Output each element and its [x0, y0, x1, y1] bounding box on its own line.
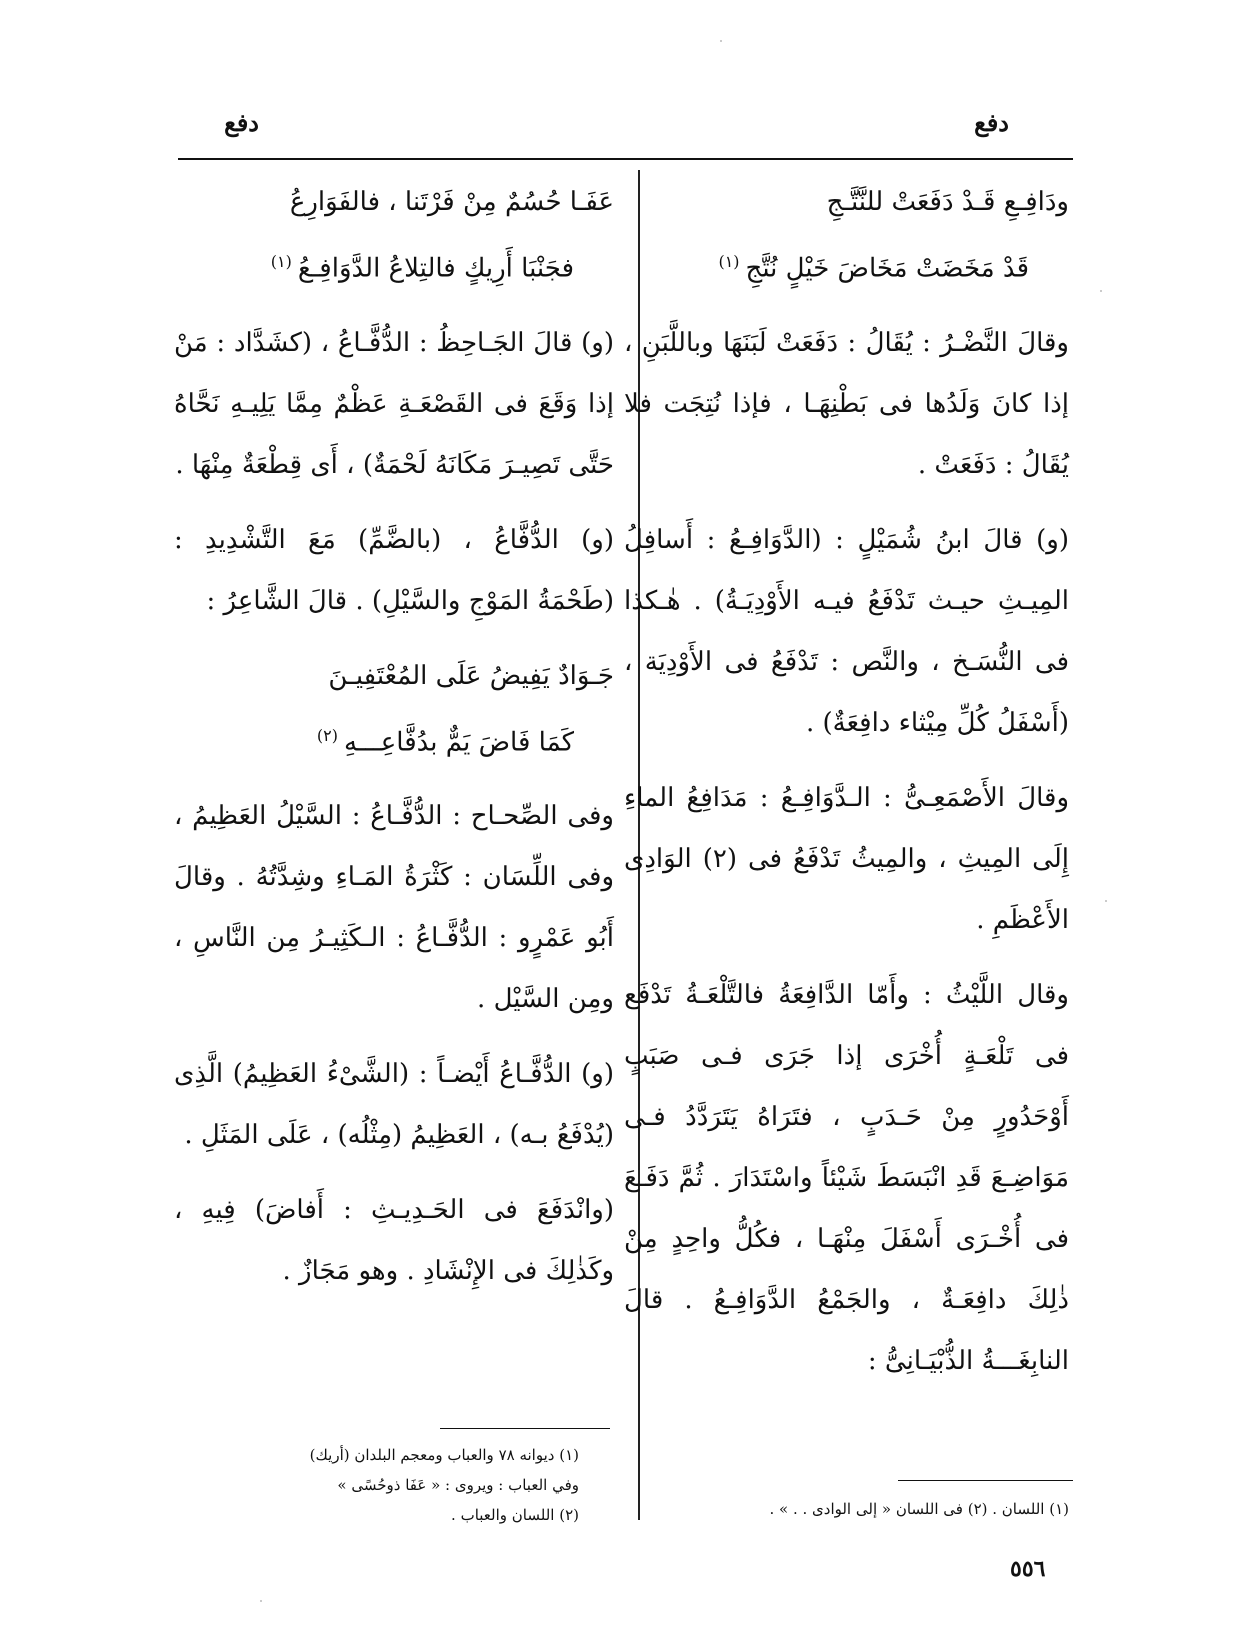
running-header-left: دفع — [224, 108, 259, 137]
verse-line: ودَافِـعِ قَـدْ دَفَعَتْ للنَّتَّـجِ — [826, 187, 1069, 217]
paragraph: (وانْدَفَعَ فى الحَـدِيـثِ : أَفاضَ) فِيهِ ، وكَذٰلِكَ فى الإِنْشَادِ . وهو مَجَازٌ . — [174, 1195, 614, 1287]
left-column — [174, 172, 614, 1316]
footnote-marker: (١) — [270, 252, 292, 271]
verse-line: جَـوَادٌ يَفِيضُ عَلَى المُعْتَفِيـنَ — [328, 660, 614, 691]
paragraph: وقال اللَّيْثُ : وأَمّا الدَّافِعَةُ فالتَّلْعَـةُ تَدْفَع فى تَلْعَـةٍ أُخْرَى إذا جَرَى فـى صَبَبٍ أَوْحَدُورٍ مِنْ حَـدَبٍ ، فتَرَاهُ يَتَرَدَّدُ فـى مَوَاضِـعَ قَدِ انْبَسَطَ شَيْئاً واسْتَدَارَ . ثُمَّ دَفَـعَ فى أُخْـرَى أَسْفَلَ مِنْهَـا ، فكُلُّ واحِدٍ مِنْ ذٰلِكَ دافِعَـةٌ ، والجَمْعُ الدَّوَافِـعُ . قالَ النابِغَـــةُ الذُّبْيَـانِىُّ : — [624, 979, 1069, 1376]
scan-speck — [1100, 290, 1102, 292]
verse-line — [624, 232, 1069, 299]
verse-block — [174, 646, 614, 773]
footnote-rule-left — [440, 1428, 610, 1429]
scan-speck — [720, 40, 722, 42]
footnote-line: (١) اللسان . (٢) فى اللسان « إلى الوادى . . » . — [769, 1500, 1069, 1518]
verse-text: قَدْ مَخَضَتْ مَخَاضَ خَيْلٍ نُتَّجِ — [745, 253, 1029, 284]
paragraph: (و) الدُّفَّاعُ ، (بالضَّمِّ) مَعَ التَّشْدِيدِ : (طَحْمَةُ المَوْجِ والسَّيْلِ) . قالَ الشَّاعِرُ : — [174, 524, 614, 616]
footnote-line: وفي العباب : ويروى : « عَفَا ذوحُسًى » — [337, 1476, 579, 1494]
verse-line — [174, 706, 614, 773]
paragraph: وقالَ الأَصْمَعِـىُّ : الـدَّوَافِـعُ : مَدَافِعُ الماءِ إِلَى المِيثِ ، والمِيثُ تَدْفَعُ فى (٢) الوَادِى الأَعْظَمِ . — [624, 782, 1069, 935]
verse-text: كَمَا فَاضَ يَمٌّ بدُفَّاعِـــهِ — [344, 727, 574, 758]
verse-block — [174, 172, 614, 299]
right-column — [624, 172, 1069, 1406]
running-header-right: دفع — [974, 108, 1009, 137]
paragraph: وفى الصِّحـاح : الدُّفَّـاعُ : السَّيْلُ العَظِيمُ ، وفى اللِّسَان : كَثْرَةُ المَـاءِ وشِدَّتُهُ . وقالَ أَبُو عَمْرٍو : الدُّفَّـاعُ : الـكَثِيـرُ مِن النَّاسِ ، ومِن السَّيْل . — [174, 801, 614, 1015]
page-number: ٥٥٦ — [1010, 1556, 1046, 1582]
footnotes-left — [139, 1440, 579, 1530]
paragraph: (و) الدُّفَّـاعُ أَيْضـاً : (الشَّىْءُ العَظِيمُ) الَّذِى (يُدْفَعُ بـه) ، العَظِيمُ (مِثْلُه) ، عَلَى المَثَلِ . — [174, 1059, 614, 1151]
footnote-marker: (٢) — [316, 725, 338, 745]
paragraph: (و) قالَ ابنُ شُمَيْلٍ : (الدَّوَافِـعُ : أَسافِلُ المِيـثِ حيـث تَدْفَعُ فيـه الأَوْدِيَـةُ) . هٰـكذا فى النُّسَـخ ، والنَّص : تَدْفَعُ فى الأَوْدِيَة ، (أَسْفَلُ كُلِّ مِيْثاء دافِعَةٌ) . — [624, 524, 1069, 738]
footnote-line: (١) ديوانه ٧٨ والعباب ومعجم البلدان (أريك) — [309, 1446, 579, 1464]
footnotes-right — [629, 1494, 1069, 1524]
footnote-marker: (١) — [718, 252, 740, 271]
header-rule — [178, 158, 1073, 160]
paragraph: (و) قالَ الجَـاحِظُ : الدُّفَّـاعُ ، (كشَدَّاد : مَنْ إذا وَقَعَ فى القَصْعَـةِ عَظْمٌ مِمَّا يَلِيـهِ نَحَّاهُ حَتَّى تَصِيـرَ مَكَانَهُ لَحْمَةٌ) ، أَى قِطْعَةٌ مِنْهَا . — [174, 327, 614, 480]
scan-speck — [1105, 900, 1107, 902]
verse-text: فجَنْبَا أَرِيكٍ فالتِلاعُ الدَّوَافِـعُ — [297, 253, 574, 284]
footnote-line: (٢) اللسان والعباب . — [451, 1506, 579, 1524]
verse-line: عَفَـا حُسُمٌ مِنْ فَرْتَنا ، فالفَوَارِعُ — [289, 187, 614, 217]
verse-block — [624, 172, 1069, 299]
scan-speck — [260, 1600, 262, 1602]
footnote-rule-right — [898, 1480, 1073, 1481]
paragraph: وقالَ النَّضْـرُ : يُقَالُ : دَفَعَتْ لَبَنَهَا وباللَّبَنِ ، إذا كانَ وَلَدُها فى بَطْنِهَـا ، فإذا نُتِجَت فلا يُقَالُ : دَفَعَتْ . — [624, 327, 1069, 480]
verse-line — [174, 232, 614, 299]
